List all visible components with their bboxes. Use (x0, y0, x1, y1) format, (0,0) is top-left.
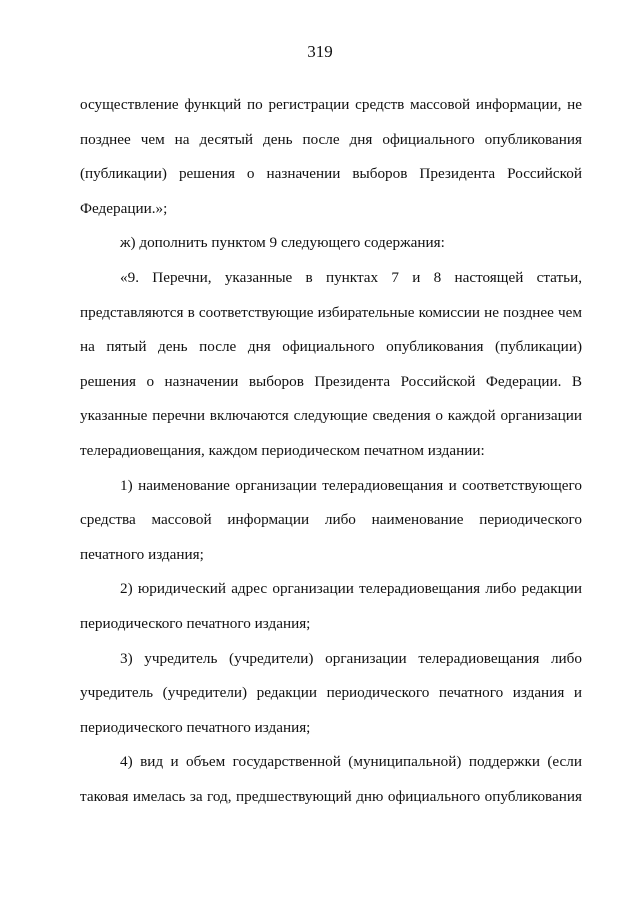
text-line: решения о назначении выборов Президента Российской Федерации. В (80, 372, 582, 390)
text-line: (публикации) решения о назначении выборов Президента Российской (80, 165, 582, 183)
text-line: представляются в соответствующие избирательные комиссии не позднее чем (80, 303, 582, 321)
text-line: периодического печатного издания; (80, 614, 311, 632)
text-line: осуществление функций по регистрации средств массовой информации, не (80, 96, 582, 113)
text-line: 1) наименование организации телерадиовещания и соответствующего (120, 476, 582, 494)
text-line: Федерации.»; (80, 199, 168, 217)
text-line: позднее чем на десятый день после дня официального опубликования (80, 130, 582, 148)
text-line: ж) дополнить пунктом 9 следующего содержания: (120, 234, 445, 252)
text-line: 4) вид и объем государственной (муниципальной) поддержки (если (120, 753, 582, 771)
text-line: 3) учредитель (учредители) организации телерадиовещания либо (120, 649, 582, 667)
text-line: средства массовой информации либо наименование периодического (80, 511, 582, 529)
text-line: таковая имелась за год, предшествующий дню официального опубликования (80, 787, 582, 805)
text-line: периодического печатного издания; (80, 718, 311, 736)
text-line: учредитель (учредители) редакции периодического печатного издания и (80, 684, 582, 702)
body-text (80, 88, 582, 814)
text-line: «9. Перечни, указанные в пунктах 7 и 8 настоящей статьи, (120, 268, 582, 286)
text-line: печатного издания; (80, 545, 204, 563)
page-number: 319 (307, 42, 333, 61)
text-line: 2) юридический адрес организации телерадиовещания либо редакции (120, 580, 582, 598)
text-line: указанные перечни включаются следующие сведения о каждой организации (80, 407, 582, 425)
text-line: телерадиовещания, каждом периодическом печатном издании: (80, 441, 485, 459)
text-line: на пятый день после дня официального опубликования (публикации) (80, 338, 582, 356)
